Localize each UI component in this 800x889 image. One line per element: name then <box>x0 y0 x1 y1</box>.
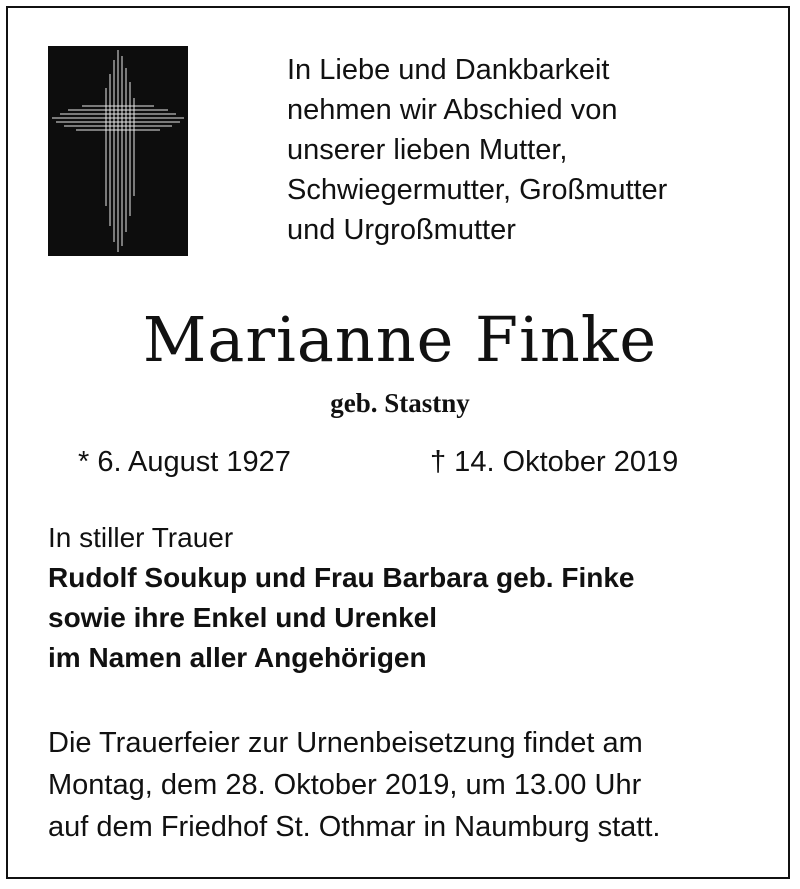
mourners-block <box>48 518 768 678</box>
intro-line: In Liebe und Dankbarkeit <box>287 54 610 86</box>
funeral-line: Montag, dem 28. Oktober 2019, um 13.00 Uhr <box>48 769 642 801</box>
intro-line: Schwiegermutter, Großmutter <box>287 174 668 206</box>
funeral-line: auf dem Friedhof St. Othmar in Naumburg statt. <box>48 811 661 843</box>
cross-icon <box>48 46 188 256</box>
birth-date: * 6. August 1927 <box>78 446 291 478</box>
funeral-info <box>48 722 778 848</box>
mourner-line: sowie ihre Enkel und Urenkel <box>48 602 438 633</box>
mourner-line: Rudolf Soukup und Frau Barbara geb. Finke <box>48 562 635 593</box>
maiden-name: geb. Stastny <box>330 388 470 418</box>
funeral-line: Die Trauerfeier zur Urnenbeisetzung findet am <box>48 727 643 759</box>
mourner-line: im Namen aller Angehörigen <box>48 642 427 673</box>
death-date: † 14. Oktober 2019 <box>430 446 679 478</box>
intro-line: unserer lieben Mutter, <box>287 134 568 166</box>
intro-line: nehmen wir Abschied von <box>287 94 618 126</box>
intro-text <box>287 50 767 250</box>
deceased-name: Marianne Finke <box>142 303 658 376</box>
mourners-intro: In stiller Trauer <box>48 522 234 553</box>
intro-line: und Urgroßmutter <box>287 214 516 246</box>
